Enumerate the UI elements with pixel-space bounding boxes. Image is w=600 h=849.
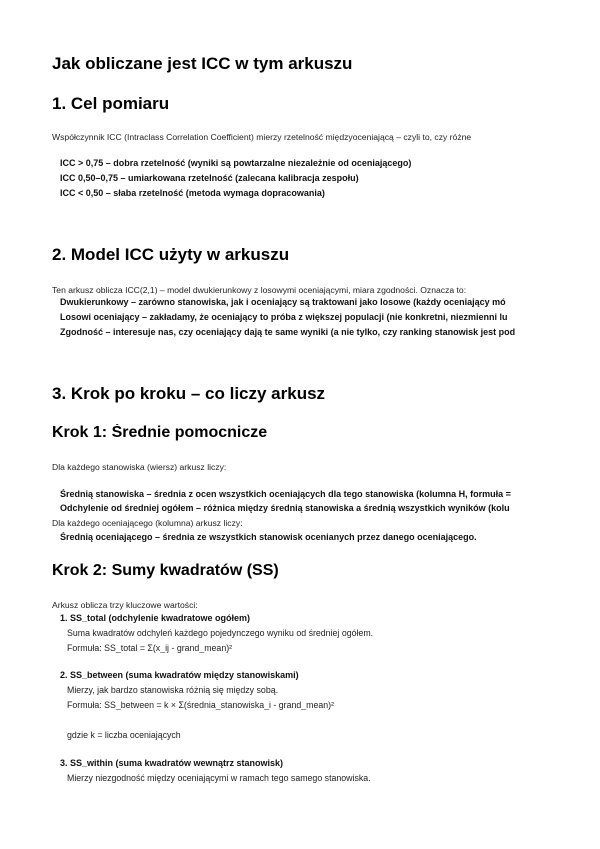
section-1-intro: Współczynnik ICC (Intraclass Correlation Coefficient) mierzy rzetelność międzyoceniającą – czyli to, czy różne	[52, 132, 472, 142]
model-item-random-raters: Losowi oceniający – zakładamy, że oceniający to próba z większej populacji (nie konkretni, niezmienni lu	[60, 312, 508, 322]
icc-level-moderate: ICC 0,50–0,75 – umiarkowana rzetelność (zalecana kalibracja zespołu)	[60, 173, 359, 183]
step-2-intro: Arkusz oblicza trzy kluczowe wartości:	[52, 600, 198, 610]
ss-total-title: 1. SS_total (odchylenie kwadratowe ogółem)	[60, 613, 251, 623]
step-1-item-row-mean: Średnią stanowiska – średnia z ocen wszystkich oceniających dla tego stanowiska (kolumna H, formuła =	[60, 489, 511, 499]
model-item-two-way: Dwukierunkowy – zarówno stanowiska, jak i oceniający są traktowani jako losowe (każdy oceniający mó	[60, 297, 506, 307]
section-3-heading: 3. Krok po kroku – co liczy arkusz	[52, 384, 326, 403]
ss-within-description: Mierzy niezgodność między oceniającymi w ramach tego samego stanowiska.	[67, 773, 371, 783]
model-item-agreement: Zgodność – interesuje nas, czy oceniający dają te same wyniki (a nie tylko, czy ranking stanowisk jest pod	[60, 327, 516, 337]
ss-total-formula: Formuła: SS_total = Σ(x_ij - grand_mean)²	[67, 643, 233, 653]
step-1-item-row-deviation: Odchylenie od średniej ogółem – różnica między średnią stanowiska a średnią wszystkich wyników (kolu	[60, 503, 510, 513]
section-1-heading: 1. Cel pomiaru	[52, 94, 170, 113]
ss-between-formula: Formuła: SS_between = k × Σ(średnia_stanowiska_i - grand_mean)²	[67, 700, 335, 710]
ss-total-description: Suma kwadratów odchyleń każdego pojedynczego wyniku od średniej ogółem.	[67, 628, 374, 638]
step-1-intro-rows: Dla każdego stanowiska (wiersz) arkusz liczy:	[52, 462, 227, 472]
ss-between-title: 2. SS_between (suma kwadratów między stanowiskami)	[60, 670, 299, 680]
step-1-intro-columns: Dla każdego oceniającego (kolumna) arkusz liczy:	[52, 518, 243, 528]
section-2-heading: 2. Model ICC użyty w arkuszu	[52, 245, 290, 264]
ss-within-title: 3. SS_within (suma kwadratów wewnątrz stanowisk)	[60, 758, 284, 768]
document-title: Jak obliczane jest ICC w tym arkuszu	[52, 54, 353, 73]
ss-between-note: gdzie k = liczba oceniających	[67, 730, 181, 740]
step-2-heading: Krok 2: Sumy kwadratów (SS)	[52, 562, 279, 579]
ss-between-description: Mierzy, jak bardzo stanowiska różnią się między sobą.	[67, 685, 279, 695]
step-1-heading: Krok 1: Średnie pomocnicze	[52, 424, 268, 441]
icc-level-good: ICC > 0,75 – dobra rzetelność (wyniki są powtarzalne niezależnie od oceniającego)	[60, 158, 412, 168]
step-1-item-rater-mean: Średnią oceniającego – średnia ze wszystkich stanowisk ocenianych przez danego oceniającego.	[60, 532, 477, 542]
icc-level-poor: ICC < 0,50 – słaba rzetelność (metoda wymaga dopracowania)	[60, 188, 325, 198]
section-2-intro: Ten arkusz oblicza ICC(2,1) – model dwukierunkowy z losowymi oceniającymi, miara zgodności. Oznacza to:	[52, 285, 467, 295]
